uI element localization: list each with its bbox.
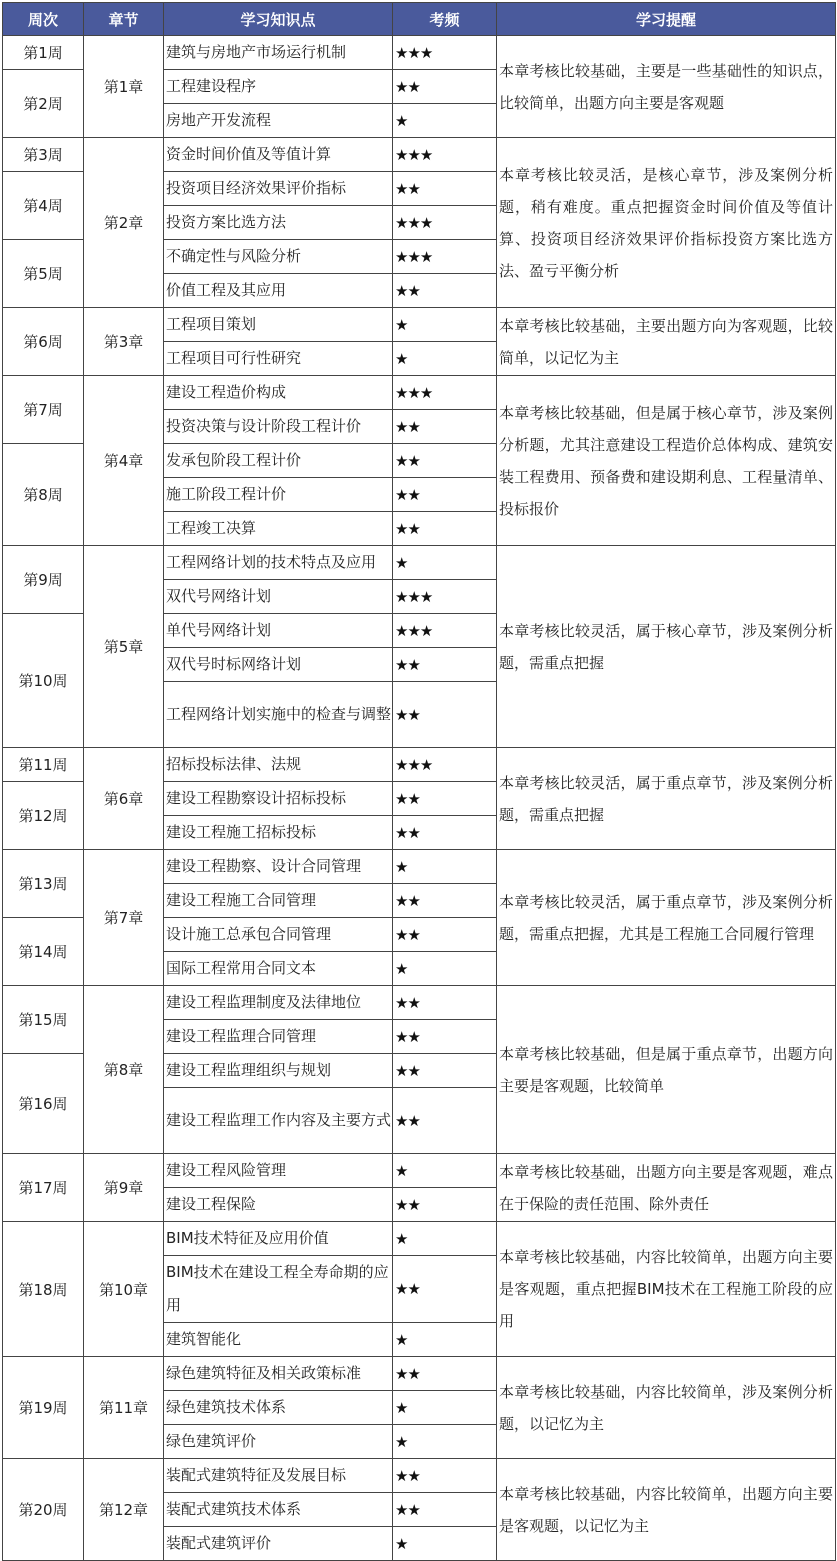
chapter-cell: 第2章 [84, 138, 164, 308]
frequency-stars: ★★★ [393, 376, 497, 410]
reminder-cell: 本章考核比较基础，但是属于核心章节，涉及案例分析题，尤其注意建设工程造价总体构成、建筑安装工程费用、预备费和建设期利息、工程量清单、投标报价 [497, 376, 836, 546]
topic-cell: 招标投标法律、法规 [164, 748, 393, 782]
week-cell: 第9周 [3, 546, 84, 614]
chapter-cell: 第3章 [84, 308, 164, 376]
topic-cell: 不确定性与风险分析 [164, 240, 393, 274]
chapter-cell: 第11章 [84, 1357, 164, 1459]
week-cell: 第5周 [3, 240, 84, 308]
topic-cell: 工程网络计划的技术特点及应用 [164, 546, 393, 580]
topic-cell: 工程项目策划 [164, 308, 393, 342]
week-cell: 第12周 [3, 782, 84, 850]
topic-cell: 装配式建筑评价 [164, 1527, 393, 1561]
reminder-cell: 本章考核比较基础，内容比较简单，出题方向主要是客观题，以记忆为主 [497, 1459, 836, 1561]
week-cell: 第6周 [3, 308, 84, 376]
frequency-stars: ★★ [393, 1459, 497, 1493]
topic-cell: 双代号时标网络计划 [164, 648, 393, 682]
topic-cell: 绿色建筑评价 [164, 1425, 393, 1459]
table-row [3, 376, 836, 410]
topic-cell: 建设工程保险 [164, 1188, 393, 1222]
table-row [3, 138, 836, 172]
topic-cell: 工程网络计划实施中的检查与调整 [164, 682, 393, 748]
reminder-cell: 本章考核比较基础，主要是一些基础性的知识点，比较简单，出题方向主要是客观题 [497, 36, 836, 138]
week-cell: 第3周 [3, 138, 84, 172]
frequency-stars: ★★ [393, 444, 497, 478]
frequency-stars: ★★ [393, 1493, 497, 1527]
frequency-stars: ★★ [393, 1256, 497, 1323]
table-row [3, 308, 836, 342]
frequency-stars: ★★ [393, 816, 497, 850]
topic-cell: 建设工程监理制度及法律地位 [164, 986, 393, 1020]
frequency-stars: ★★ [393, 1357, 497, 1391]
frequency-stars: ★ [393, 952, 497, 986]
frequency-stars: ★★★ [393, 580, 497, 614]
topic-cell: 建设工程监理工作内容及主要方式 [164, 1088, 393, 1154]
chapter-cell: 第8章 [84, 986, 164, 1154]
table-row [3, 1357, 836, 1391]
topic-cell: 建设工程监理合同管理 [164, 1020, 393, 1054]
week-cell: 第15周 [3, 986, 84, 1054]
topic-cell: 国际工程常用合同文本 [164, 952, 393, 986]
week-cell: 第2周 [3, 70, 84, 138]
topic-cell: 绿色建筑技术体系 [164, 1391, 393, 1425]
frequency-stars: ★ [393, 1527, 497, 1561]
topic-cell: 投资决策与设计阶段工程计价 [164, 410, 393, 444]
topic-cell: 建设工程勘察、设计合同管理 [164, 850, 393, 884]
reminder-cell: 本章考核比较灵活，是核心章节，涉及案例分析题，稍有难度。重点把握资金时间价值及等值计算、投资项目经济效果评价指标投资方案比选方法、盈亏平衡分析 [497, 138, 836, 308]
topic-cell: 施工阶段工程计价 [164, 478, 393, 512]
chapter-cell: 第12章 [84, 1459, 164, 1561]
header-chapter: 章节 [84, 3, 164, 36]
frequency-stars: ★★ [393, 274, 497, 308]
reminder-cell: 本章考核比较灵活，属于重点章节，涉及案例分析题，需重点把握 [497, 748, 836, 850]
table-row [3, 748, 836, 782]
frequency-stars: ★★ [393, 918, 497, 952]
table-row [3, 850, 836, 884]
chapter-cell: 第6章 [84, 748, 164, 850]
frequency-stars: ★★ [393, 478, 497, 512]
topic-cell: 建设工程施工招标投标 [164, 816, 393, 850]
topic-cell: 单代号网络计划 [164, 614, 393, 648]
topic-cell: 建设工程勘察设计招标投标 [164, 782, 393, 816]
topic-cell: 装配式建筑特征及发展目标 [164, 1459, 393, 1493]
frequency-stars: ★★★ [393, 748, 497, 782]
reminder-cell: 本章考核比较基础，内容比较简单，出题方向主要是客观题，重点把握BIM技术在工程施工阶段的应用 [497, 1222, 836, 1357]
week-cell: 第4周 [3, 172, 84, 240]
header-row [3, 3, 836, 36]
week-cell: 第14周 [3, 918, 84, 986]
topic-cell: 设计施工总承包合同管理 [164, 918, 393, 952]
frequency-stars: ★★ [393, 172, 497, 206]
frequency-stars: ★★ [393, 682, 497, 748]
table-row [3, 1154, 836, 1188]
frequency-stars: ★★ [393, 648, 497, 682]
frequency-stars: ★★ [393, 986, 497, 1020]
frequency-stars: ★★★ [393, 206, 497, 240]
reminder-cell: 本章考核比较基础，主要出题方向为客观题，比较简单，以记忆为主 [497, 308, 836, 376]
topic-cell: 建设工程风险管理 [164, 1154, 393, 1188]
week-cell: 第8周 [3, 444, 84, 546]
table-row [3, 986, 836, 1020]
frequency-stars: ★ [393, 308, 497, 342]
week-cell: 第19周 [3, 1357, 84, 1459]
reminder-cell: 本章考核比较灵活，属于重点章节，涉及案例分析题，需重点把握，尤其是工程施工合同履行管理 [497, 850, 836, 986]
topic-cell: 投资项目经济效果评价指标 [164, 172, 393, 206]
topic-cell: BIM技术特征及应用价值 [164, 1222, 393, 1256]
topic-cell: 价值工程及其应用 [164, 274, 393, 308]
chapter-cell: 第1章 [84, 36, 164, 138]
frequency-stars: ★★ [393, 410, 497, 444]
table-row [3, 36, 836, 70]
frequency-stars: ★★★ [393, 240, 497, 274]
frequency-stars: ★ [393, 1154, 497, 1188]
frequency-stars: ★ [393, 104, 497, 138]
topic-cell: 资金时间价值及等值计算 [164, 138, 393, 172]
topic-cell: 房地产开发流程 [164, 104, 393, 138]
frequency-stars: ★★ [393, 1088, 497, 1154]
frequency-stars: ★★ [393, 512, 497, 546]
week-cell: 第7周 [3, 376, 84, 444]
topic-cell: BIM技术在建设工程全寿命期的应用 [164, 1256, 393, 1323]
reminder-cell: 本章考核比较基础，出题方向主要是客观题，难点在于保险的责任范围、除外责任 [497, 1154, 836, 1222]
week-cell: 第16周 [3, 1054, 84, 1154]
frequency-stars: ★★ [393, 1188, 497, 1222]
topic-cell: 建设工程施工合同管理 [164, 884, 393, 918]
topic-cell: 工程竣工决算 [164, 512, 393, 546]
reminder-cell: 本章考核比较基础，但是属于重点章节，出题方向主要是客观题，比较简单 [497, 986, 836, 1154]
topic-cell: 双代号网络计划 [164, 580, 393, 614]
study-plan-table [2, 2, 836, 1561]
frequency-stars: ★★★ [393, 614, 497, 648]
header-frequency: 考频 [393, 3, 497, 36]
frequency-stars: ★★ [393, 884, 497, 918]
frequency-stars: ★ [393, 1222, 497, 1256]
frequency-stars: ★ [393, 1323, 497, 1357]
topic-cell: 装配式建筑技术体系 [164, 1493, 393, 1527]
frequency-stars: ★★ [393, 70, 497, 104]
week-cell: 第18周 [3, 1222, 84, 1357]
frequency-stars: ★ [393, 850, 497, 884]
frequency-stars: ★★★ [393, 138, 497, 172]
frequency-stars: ★★ [393, 1054, 497, 1088]
frequency-stars: ★★ [393, 782, 497, 816]
frequency-stars: ★ [393, 342, 497, 376]
frequency-stars: ★★★ [393, 36, 497, 70]
week-cell: 第20周 [3, 1459, 84, 1561]
chapter-cell: 第7章 [84, 850, 164, 986]
topic-cell: 发承包阶段工程计价 [164, 444, 393, 478]
frequency-stars: ★ [393, 1425, 497, 1459]
header-reminder: 学习提醒 [497, 3, 836, 36]
header-week: 周次 [3, 3, 84, 36]
header-topic: 学习知识点 [164, 3, 393, 36]
chapter-cell: 第4章 [84, 376, 164, 546]
topic-cell: 建设工程监理组织与规划 [164, 1054, 393, 1088]
frequency-stars: ★ [393, 546, 497, 580]
table-row [3, 1222, 836, 1256]
topic-cell: 建筑与房地产市场运行机制 [164, 36, 393, 70]
week-cell: 第11周 [3, 748, 84, 782]
topic-cell: 绿色建筑特征及相关政策标准 [164, 1357, 393, 1391]
chapter-cell: 第9章 [84, 1154, 164, 1222]
frequency-stars: ★ [393, 1391, 497, 1425]
table-row [3, 1459, 836, 1493]
topic-cell: 投资方案比选方法 [164, 206, 393, 240]
reminder-cell: 本章考核比较灵活，属于核心章节，涉及案例分析题，需重点把握 [497, 546, 836, 748]
week-cell: 第10周 [3, 614, 84, 748]
chapter-cell: 第5章 [84, 546, 164, 748]
table-row [3, 546, 836, 580]
frequency-stars: ★★ [393, 1020, 497, 1054]
topic-cell: 建设工程造价构成 [164, 376, 393, 410]
week-cell: 第17周 [3, 1154, 84, 1222]
week-cell: 第13周 [3, 850, 84, 918]
reminder-cell: 本章考核比较基础，内容比较简单，涉及案例分析题，以记忆为主 [497, 1357, 836, 1459]
topic-cell: 工程建设程序 [164, 70, 393, 104]
topic-cell: 建筑智能化 [164, 1323, 393, 1357]
chapter-cell: 第10章 [84, 1222, 164, 1357]
week-cell: 第1周 [3, 36, 84, 70]
topic-cell: 工程项目可行性研究 [164, 342, 393, 376]
